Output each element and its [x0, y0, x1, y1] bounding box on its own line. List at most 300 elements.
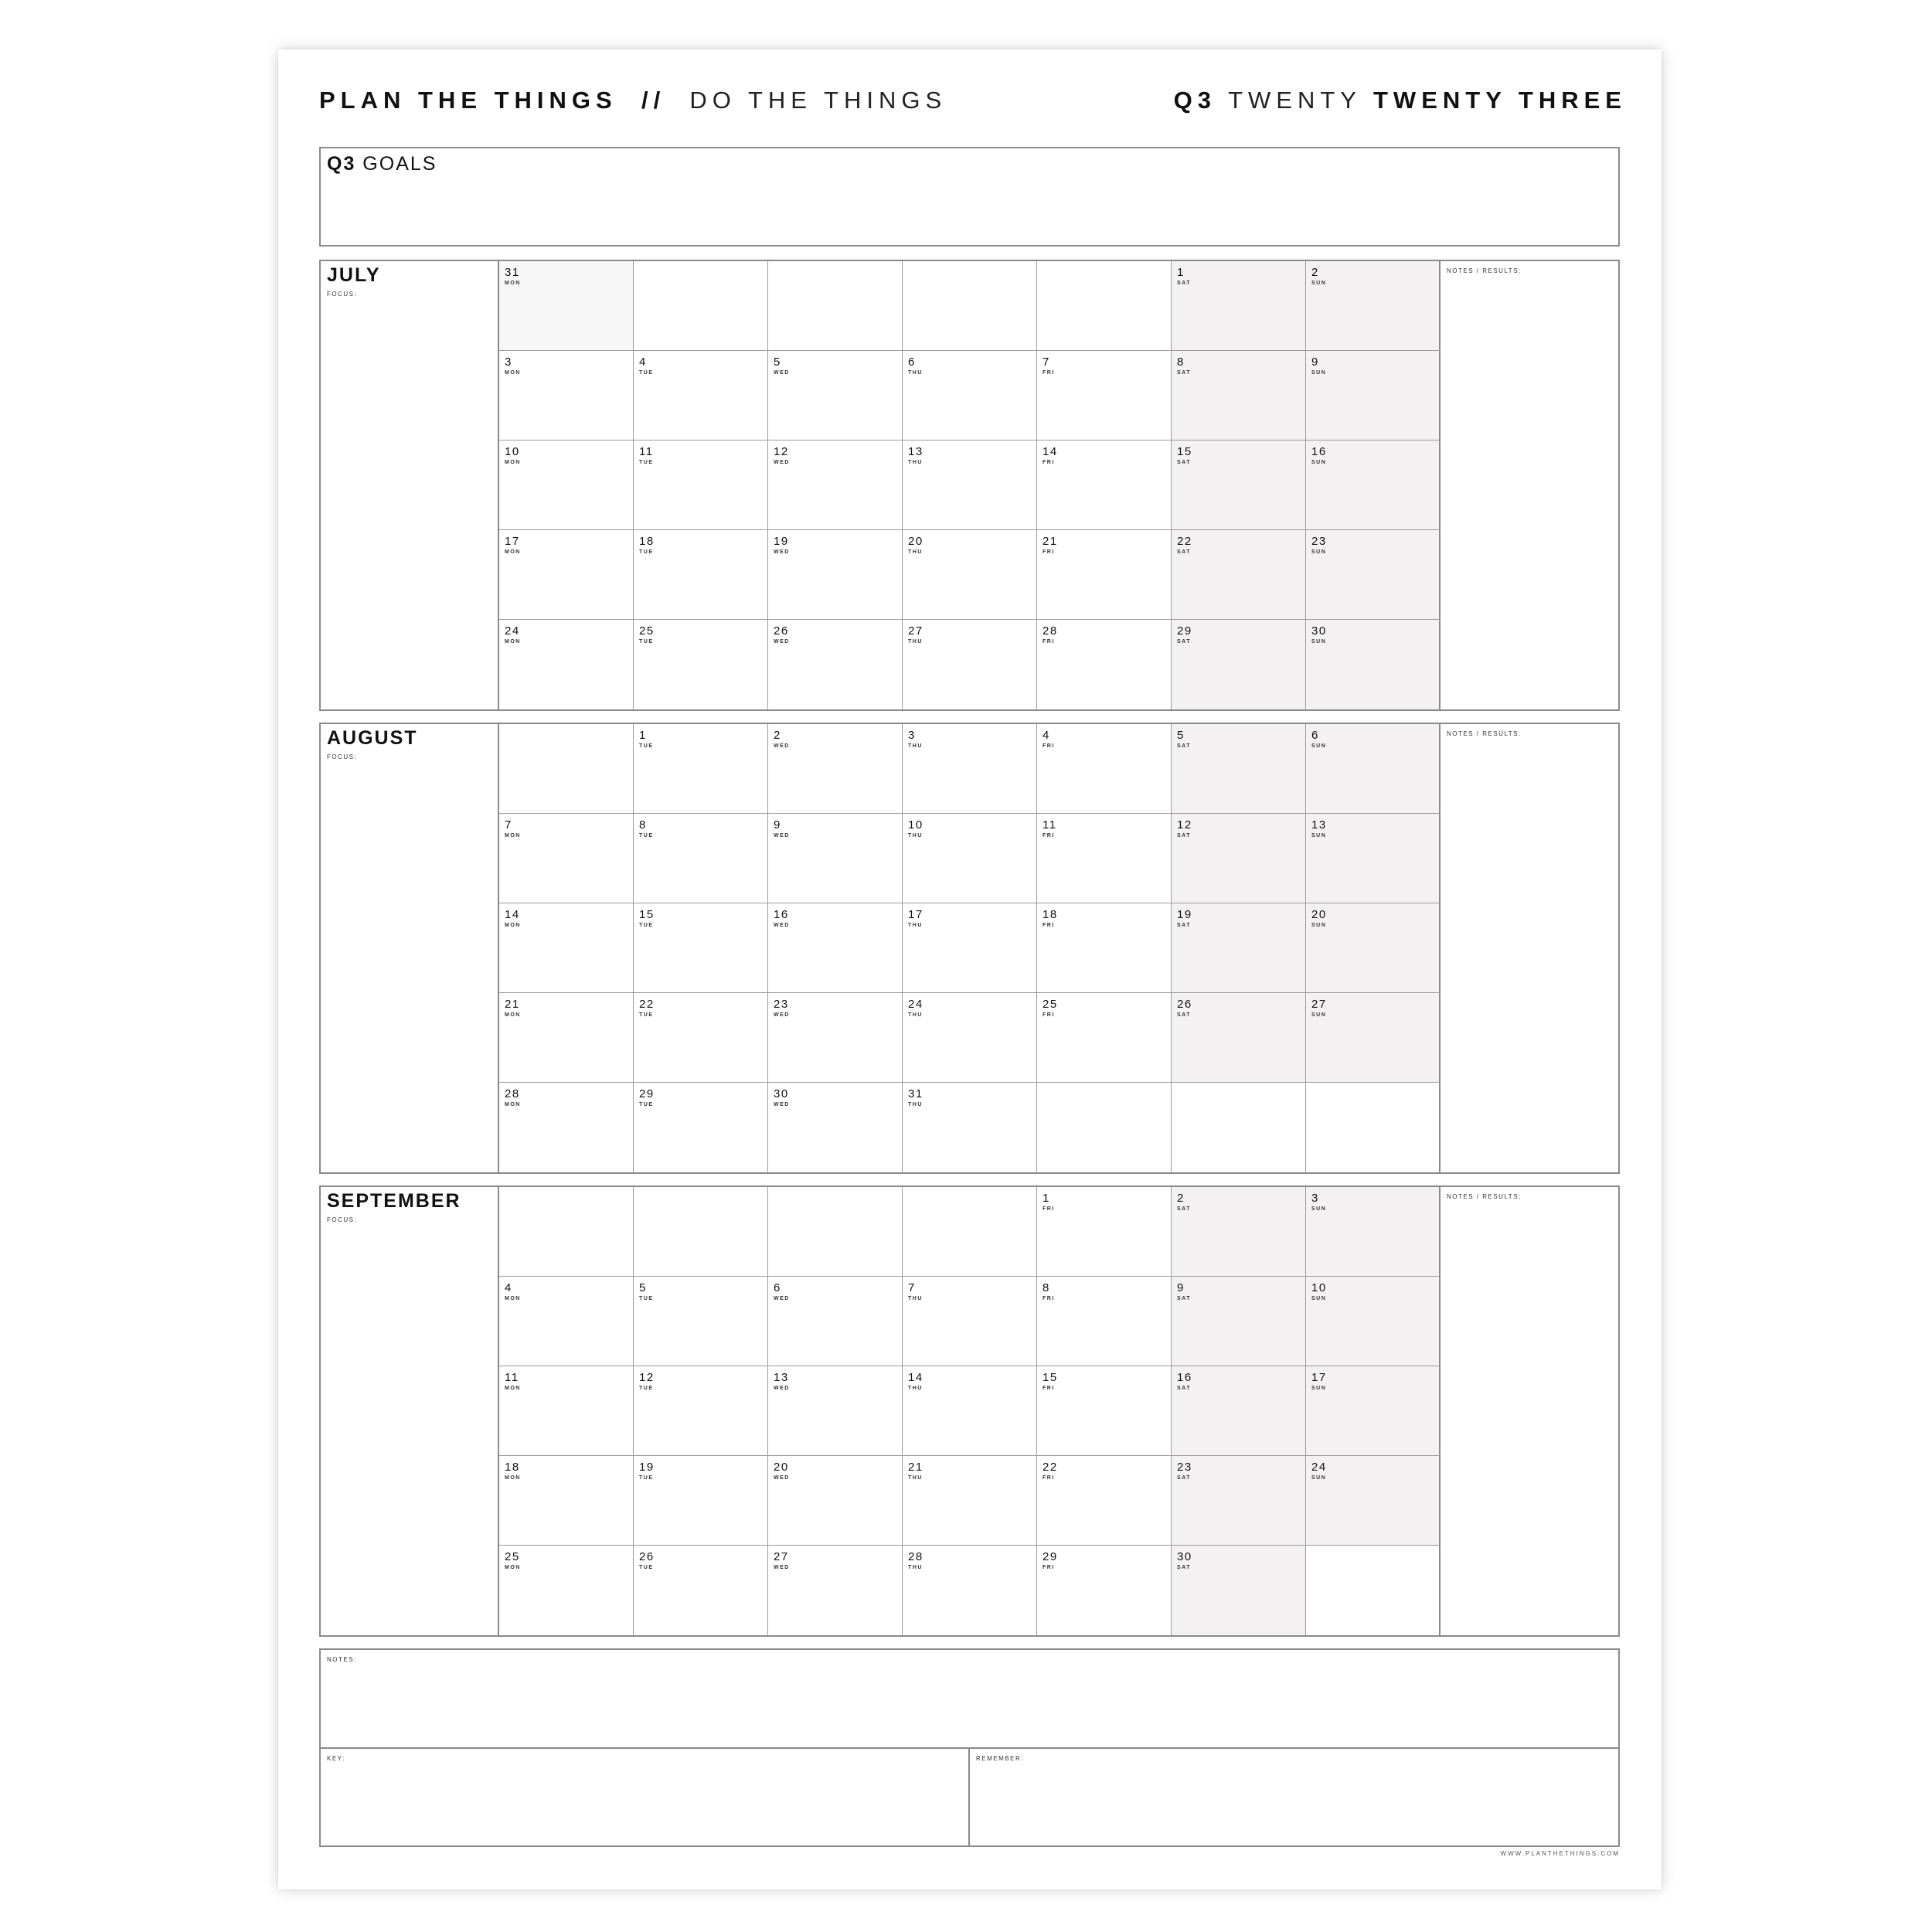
- day-cell[interactable]: [768, 440, 903, 530]
- day-number: 13: [774, 1371, 789, 1384]
- header-separator: //: [617, 87, 690, 114]
- day-number: 11: [1043, 818, 1057, 832]
- day-of-week: WED: [774, 460, 790, 465]
- goals-label: [327, 153, 437, 175]
- day-number: 8: [1177, 355, 1185, 369]
- day-number: 24: [1311, 1461, 1327, 1474]
- day-of-week: SUN: [1311, 833, 1327, 838]
- day-of-week: TUE: [639, 1296, 654, 1301]
- day-number: 27: [908, 624, 923, 638]
- day-cell[interactable]: [634, 724, 768, 814]
- day-cell[interactable]: [1037, 1456, 1172, 1546]
- day-cell[interactable]: [499, 1083, 634, 1172]
- notes-results-column[interactable]: [1440, 724, 1618, 1172]
- day-of-week: MON: [505, 460, 521, 465]
- remember-box[interactable]: [970, 1749, 1618, 1845]
- day-number: 28: [1043, 624, 1058, 638]
- day-cell[interactable]: [634, 440, 768, 530]
- day-of-week: SUN: [1311, 460, 1327, 465]
- day-cell[interactable]: [499, 903, 634, 993]
- day-cell[interactable]: [1037, 1187, 1172, 1277]
- day-number: 30: [1177, 1550, 1192, 1563]
- day-number: 5: [1177, 729, 1185, 742]
- day-of-week: MON: [505, 923, 521, 928]
- day-cell[interactable]: [1172, 1277, 1306, 1366]
- notes-results-label: NOTES / RESULTS:: [1447, 1193, 1522, 1200]
- empty-day-cell[interactable]: [768, 261, 903, 351]
- day-number: 18: [1043, 908, 1058, 921]
- day-of-week: SAT: [1177, 1475, 1191, 1481]
- notes-results-column[interactable]: [1440, 261, 1618, 709]
- day-cell[interactable]: [499, 620, 634, 709]
- notes-results-column[interactable]: [1440, 1187, 1618, 1635]
- bottom-section: [319, 1648, 1620, 1847]
- day-number: 26: [1177, 998, 1192, 1011]
- day-of-week: TUE: [639, 460, 654, 465]
- day-number: 22: [639, 998, 655, 1011]
- day-cell[interactable]: [1172, 440, 1306, 530]
- day-of-week: THU: [908, 923, 923, 928]
- day-number: 21: [908, 1461, 923, 1474]
- day-of-week: WED: [774, 549, 790, 555]
- day-number: 21: [1043, 535, 1058, 548]
- day-number: 12: [774, 445, 789, 458]
- day-of-week: SAT: [1177, 1206, 1191, 1212]
- day-of-week: THU: [908, 1565, 923, 1570]
- day-cell[interactable]: [1172, 530, 1306, 620]
- day-of-week: FRI: [1043, 1206, 1055, 1212]
- quarter-label: Q3: [1173, 87, 1217, 114]
- day-of-week: TUE: [639, 1386, 654, 1391]
- day-of-week: WED: [774, 1296, 790, 1301]
- day-of-week: FRI: [1043, 743, 1055, 749]
- day-cell[interactable]: [499, 351, 634, 440]
- calendar-grid: [499, 724, 1440, 1172]
- day-of-week: FRI: [1043, 923, 1055, 928]
- empty-day-cell[interactable]: [1306, 1083, 1440, 1172]
- empty-day-cell[interactable]: [634, 1187, 768, 1277]
- day-of-week: FRI: [1043, 549, 1055, 555]
- day-of-week: MON: [505, 1012, 521, 1018]
- day-number: 29: [1177, 624, 1192, 638]
- day-of-week: THU: [908, 743, 923, 749]
- day-number: 17: [908, 908, 923, 921]
- day-number: 17: [1311, 1371, 1327, 1384]
- day-number: 29: [1043, 1550, 1058, 1563]
- day-cell[interactable]: [499, 814, 634, 903]
- day-cell[interactable]: [1037, 1366, 1172, 1456]
- day-number: 9: [1177, 1281, 1185, 1294]
- month-block-august: [319, 723, 1620, 1174]
- day-number: 25: [639, 624, 655, 638]
- day-cell[interactable]: [1037, 993, 1172, 1083]
- day-cell[interactable]: [1306, 993, 1440, 1083]
- day-number: 11: [639, 445, 654, 458]
- day-number: 19: [774, 535, 789, 548]
- day-of-week: WED: [774, 1386, 790, 1391]
- day-of-week: WED: [774, 370, 790, 376]
- day-of-week: THU: [908, 549, 923, 555]
- day-cell[interactable]: [768, 1456, 903, 1546]
- day-cell[interactable]: [768, 1546, 903, 1635]
- day-of-week: SUN: [1311, 1012, 1327, 1018]
- day-number: 2: [1177, 1192, 1185, 1205]
- day-of-week: WED: [774, 743, 790, 749]
- header-right: [1174, 87, 1627, 114]
- day-cell[interactable]: [499, 261, 634, 351]
- day-of-week: MON: [505, 370, 521, 376]
- month-info[interactable]: [321, 724, 499, 1172]
- day-number: 25: [1043, 998, 1058, 1011]
- month-info[interactable]: [321, 261, 499, 709]
- day-cell[interactable]: [1172, 1187, 1306, 1277]
- empty-day-cell[interactable]: [1306, 1546, 1440, 1635]
- empty-day-cell[interactable]: [903, 261, 1037, 351]
- day-of-week: SUN: [1311, 639, 1327, 645]
- day-number: 2: [774, 729, 781, 742]
- day-of-week: SUN: [1311, 1206, 1327, 1212]
- header-tagline-bold: PLAN THE THINGS: [319, 87, 617, 114]
- day-number: 6: [908, 355, 916, 369]
- day-cell[interactable]: [1172, 1366, 1306, 1456]
- day-number: 15: [639, 908, 655, 921]
- day-cell[interactable]: [768, 351, 903, 440]
- day-number: 20: [908, 535, 923, 548]
- day-cell[interactable]: [1172, 903, 1306, 993]
- day-cell[interactable]: [1306, 1277, 1440, 1366]
- day-of-week: TUE: [639, 923, 654, 928]
- day-of-week: SAT: [1177, 923, 1191, 928]
- day-of-week: MON: [505, 1296, 521, 1301]
- day-cell[interactable]: [768, 724, 903, 814]
- day-cell[interactable]: [903, 903, 1037, 993]
- day-cell[interactable]: [634, 1456, 768, 1546]
- empty-day-cell[interactable]: [1172, 1083, 1306, 1172]
- calendar-grid: [499, 261, 1440, 709]
- day-of-week: MON: [505, 281, 521, 286]
- day-cell[interactable]: [903, 724, 1037, 814]
- day-of-week: WED: [774, 1012, 790, 1018]
- day-cell[interactable]: [499, 1277, 634, 1366]
- day-cell[interactable]: [903, 1277, 1037, 1366]
- day-number: 12: [639, 1371, 655, 1384]
- day-number: 9: [1311, 355, 1319, 369]
- day-of-week: THU: [908, 833, 923, 838]
- day-number: 1: [1043, 1192, 1050, 1205]
- day-cell[interactable]: [634, 530, 768, 620]
- day-cell[interactable]: [768, 1277, 903, 1366]
- day-cell[interactable]: [1037, 620, 1172, 709]
- day-cell[interactable]: [1306, 814, 1440, 903]
- day-cell[interactable]: [903, 620, 1037, 709]
- day-number: 8: [639, 818, 647, 832]
- empty-day-cell[interactable]: [634, 261, 768, 351]
- day-of-week: WED: [774, 1565, 790, 1570]
- day-number: 18: [505, 1461, 520, 1474]
- day-cell[interactable]: [634, 814, 768, 903]
- day-cell[interactable]: [1037, 1546, 1172, 1635]
- day-of-week: FRI: [1043, 1565, 1055, 1570]
- day-cell[interactable]: [1172, 724, 1306, 814]
- day-of-week: FRI: [1043, 1012, 1055, 1018]
- day-of-week: FRI: [1043, 460, 1055, 465]
- day-of-week: FRI: [1043, 370, 1055, 376]
- day-number: 29: [639, 1087, 655, 1100]
- day-number: 16: [1311, 445, 1327, 458]
- day-number: 28: [908, 1550, 923, 1563]
- day-of-week: MON: [505, 1565, 521, 1570]
- day-cell[interactable]: [1306, 261, 1440, 351]
- day-of-week: SAT: [1177, 1012, 1191, 1018]
- day-of-week: TUE: [639, 1102, 654, 1107]
- day-of-week: FRI: [1043, 1475, 1055, 1481]
- month-info[interactable]: [321, 1187, 499, 1635]
- day-cell[interactable]: [1037, 351, 1172, 440]
- day-number: 10: [908, 818, 923, 832]
- day-cell[interactable]: [499, 993, 634, 1083]
- day-of-week: SUN: [1311, 1475, 1327, 1481]
- empty-day-cell[interactable]: [499, 1187, 634, 1277]
- day-number: 10: [1311, 1281, 1327, 1294]
- day-cell[interactable]: [903, 440, 1037, 530]
- day-number: 6: [774, 1281, 781, 1294]
- day-number: 5: [774, 355, 781, 369]
- footer-url: WWW.PLANTHETHINGS.COM: [1500, 1850, 1620, 1857]
- day-cell[interactable]: [1172, 1456, 1306, 1546]
- day-number: 19: [639, 1461, 655, 1474]
- day-number: 26: [639, 1550, 655, 1563]
- focus-label: FOCUS:: [327, 291, 358, 298]
- day-cell[interactable]: [768, 903, 903, 993]
- day-of-week: THU: [908, 1012, 923, 1018]
- day-cell[interactable]: [1172, 814, 1306, 903]
- day-of-week: SUN: [1311, 923, 1327, 928]
- day-of-week: THU: [908, 1296, 923, 1301]
- day-cell[interactable]: [903, 1366, 1037, 1456]
- day-number: 30: [774, 1087, 789, 1100]
- day-cell[interactable]: [1172, 1546, 1306, 1635]
- day-of-week: THU: [908, 1386, 923, 1391]
- day-number: 23: [774, 998, 789, 1011]
- day-of-week: TUE: [639, 743, 654, 749]
- day-cell[interactable]: [634, 1366, 768, 1456]
- day-of-week: WED: [774, 1475, 790, 1481]
- month-block-september: [319, 1185, 1620, 1637]
- day-number: 8: [1043, 1281, 1050, 1294]
- day-of-week: SAT: [1177, 1296, 1191, 1301]
- day-cell[interactable]: [903, 1456, 1037, 1546]
- day-cell[interactable]: [499, 440, 634, 530]
- day-cell[interactable]: [1172, 620, 1306, 709]
- day-number: 7: [505, 818, 512, 832]
- day-of-week: SUN: [1311, 1386, 1327, 1391]
- day-of-week: SAT: [1177, 1565, 1191, 1570]
- day-of-week: MON: [505, 833, 521, 838]
- day-cell[interactable]: [903, 1083, 1037, 1172]
- day-cell[interactable]: [1037, 724, 1172, 814]
- day-number: 1: [1177, 266, 1185, 279]
- day-number: 15: [1043, 1371, 1058, 1384]
- day-cell[interactable]: [1306, 903, 1440, 993]
- day-cell[interactable]: [1172, 993, 1306, 1083]
- day-cell[interactable]: [634, 1083, 768, 1172]
- day-number: 16: [1177, 1371, 1192, 1384]
- day-cell[interactable]: [499, 1366, 634, 1456]
- day-number: 13: [908, 445, 923, 458]
- day-cell[interactable]: [499, 530, 634, 620]
- day-cell[interactable]: [903, 1546, 1037, 1635]
- day-of-week: MON: [505, 1475, 521, 1481]
- day-cell[interactable]: [1037, 440, 1172, 530]
- day-of-week: SAT: [1177, 639, 1191, 645]
- year-bold: TWENTY THREE: [1373, 87, 1627, 114]
- day-number: 15: [1177, 445, 1192, 458]
- day-cell[interactable]: [499, 1546, 634, 1635]
- day-cell[interactable]: [903, 530, 1037, 620]
- day-cell[interactable]: [903, 814, 1037, 903]
- notes-box[interactable]: [321, 1650, 1618, 1749]
- day-number: 3: [505, 355, 512, 369]
- day-cell[interactable]: [1037, 814, 1172, 903]
- empty-day-cell[interactable]: [903, 1187, 1037, 1277]
- remember-label: REMEMBER:: [976, 1755, 1024, 1762]
- notes-label: NOTES:: [327, 1656, 357, 1663]
- day-number: 7: [1043, 355, 1050, 369]
- month-name: SEPTEMBER: [327, 1190, 461, 1212]
- day-cell[interactable]: [1306, 1187, 1440, 1277]
- day-number: 26: [774, 624, 789, 638]
- day-number: 4: [1043, 729, 1050, 742]
- day-number: 23: [1177, 1461, 1192, 1474]
- day-number: 1: [639, 729, 647, 742]
- day-number: 3: [908, 729, 916, 742]
- day-cell[interactable]: [1306, 1456, 1440, 1546]
- day-of-week: THU: [908, 1102, 923, 1107]
- day-cell[interactable]: [1037, 903, 1172, 993]
- day-cell[interactable]: [768, 1083, 903, 1172]
- day-cell[interactable]: [768, 530, 903, 620]
- day-cell[interactable]: [1306, 351, 1440, 440]
- day-cell[interactable]: [1037, 1277, 1172, 1366]
- day-of-week: THU: [908, 639, 923, 645]
- day-of-week: THU: [908, 460, 923, 465]
- day-number: 4: [639, 355, 647, 369]
- day-cell[interactable]: [1172, 261, 1306, 351]
- goals-label-quarter: Q3: [327, 153, 356, 175]
- day-number: 21: [505, 998, 520, 1011]
- empty-day-cell[interactable]: [1037, 261, 1172, 351]
- day-of-week: TUE: [639, 370, 654, 376]
- month-name: AUGUST: [327, 727, 418, 749]
- focus-label: FOCUS:: [327, 753, 358, 760]
- day-cell[interactable]: [903, 351, 1037, 440]
- day-cell[interactable]: [1172, 351, 1306, 440]
- day-of-week: SUN: [1311, 743, 1327, 749]
- day-of-week: TUE: [639, 1565, 654, 1570]
- day-cell[interactable]: [1037, 530, 1172, 620]
- day-of-week: WED: [774, 639, 790, 645]
- day-of-week: FRI: [1043, 1296, 1055, 1301]
- day-cell[interactable]: [1306, 440, 1440, 530]
- header-left: [319, 87, 947, 114]
- day-number: 12: [1177, 818, 1192, 832]
- day-number: 7: [908, 1281, 916, 1294]
- day-cell[interactable]: [1306, 724, 1440, 814]
- day-cell[interactable]: [634, 993, 768, 1083]
- day-cell[interactable]: [768, 814, 903, 903]
- day-cell[interactable]: [634, 1546, 768, 1635]
- day-cell[interactable]: [634, 903, 768, 993]
- day-cell[interactable]: [768, 1366, 903, 1456]
- day-number: 25: [505, 1550, 520, 1563]
- day-cell[interactable]: [1306, 530, 1440, 620]
- day-of-week: MON: [505, 549, 521, 555]
- day-of-week: WED: [774, 1102, 790, 1107]
- day-number: 16: [774, 908, 789, 921]
- day-number: 27: [1311, 998, 1327, 1011]
- month-block-july: [319, 260, 1620, 711]
- notes-results-label: NOTES / RESULTS:: [1447, 730, 1522, 737]
- empty-day-cell[interactable]: [768, 1187, 903, 1277]
- day-number: 13: [1311, 818, 1327, 832]
- day-number: 24: [908, 998, 923, 1011]
- day-cell[interactable]: [634, 620, 768, 709]
- day-number: 27: [774, 1550, 789, 1563]
- calendar-grid: [499, 1187, 1440, 1635]
- day-number: 19: [1177, 908, 1192, 921]
- day-cell[interactable]: [634, 351, 768, 440]
- day-cell[interactable]: [1306, 620, 1440, 709]
- key-label: KEY:: [327, 1755, 345, 1762]
- key-box[interactable]: [321, 1749, 970, 1845]
- day-of-week: SAT: [1177, 743, 1191, 749]
- notes-results-label: NOTES / RESULTS:: [1447, 267, 1522, 274]
- day-of-week: MON: [505, 1386, 521, 1391]
- day-of-week: SAT: [1177, 1386, 1191, 1391]
- header-tagline-light: DO THE THINGS: [689, 87, 947, 114]
- day-number: 20: [774, 1461, 789, 1474]
- day-number: 9: [774, 818, 781, 832]
- goals-label-text: GOALS: [355, 153, 437, 175]
- day-number: 22: [1043, 1461, 1058, 1474]
- day-of-week: THU: [908, 370, 923, 376]
- day-cell[interactable]: [1306, 1366, 1440, 1456]
- day-of-week: TUE: [639, 639, 654, 645]
- day-cell[interactable]: [499, 1456, 634, 1546]
- day-number: 22: [1177, 535, 1192, 548]
- day-of-week: TUE: [639, 1475, 654, 1481]
- day-number: 31: [908, 1087, 923, 1100]
- day-of-week: SUN: [1311, 549, 1327, 555]
- day-cell[interactable]: [634, 1277, 768, 1366]
- day-number: 24: [505, 624, 520, 638]
- day-cell[interactable]: [768, 993, 903, 1083]
- empty-day-cell[interactable]: [1037, 1083, 1172, 1172]
- day-of-week: TUE: [639, 833, 654, 838]
- day-cell[interactable]: [768, 620, 903, 709]
- empty-day-cell[interactable]: [499, 724, 634, 814]
- month-name: JULY: [327, 264, 381, 286]
- day-cell[interactable]: [903, 993, 1037, 1083]
- day-of-week: SAT: [1177, 460, 1191, 465]
- day-of-week: MON: [505, 639, 521, 645]
- day-of-week: SAT: [1177, 549, 1191, 555]
- day-number: 17: [505, 535, 520, 548]
- goals-box[interactable]: [319, 147, 1620, 247]
- day-number: 11: [505, 1371, 519, 1384]
- day-of-week: THU: [908, 1475, 923, 1481]
- day-number: 10: [505, 445, 520, 458]
